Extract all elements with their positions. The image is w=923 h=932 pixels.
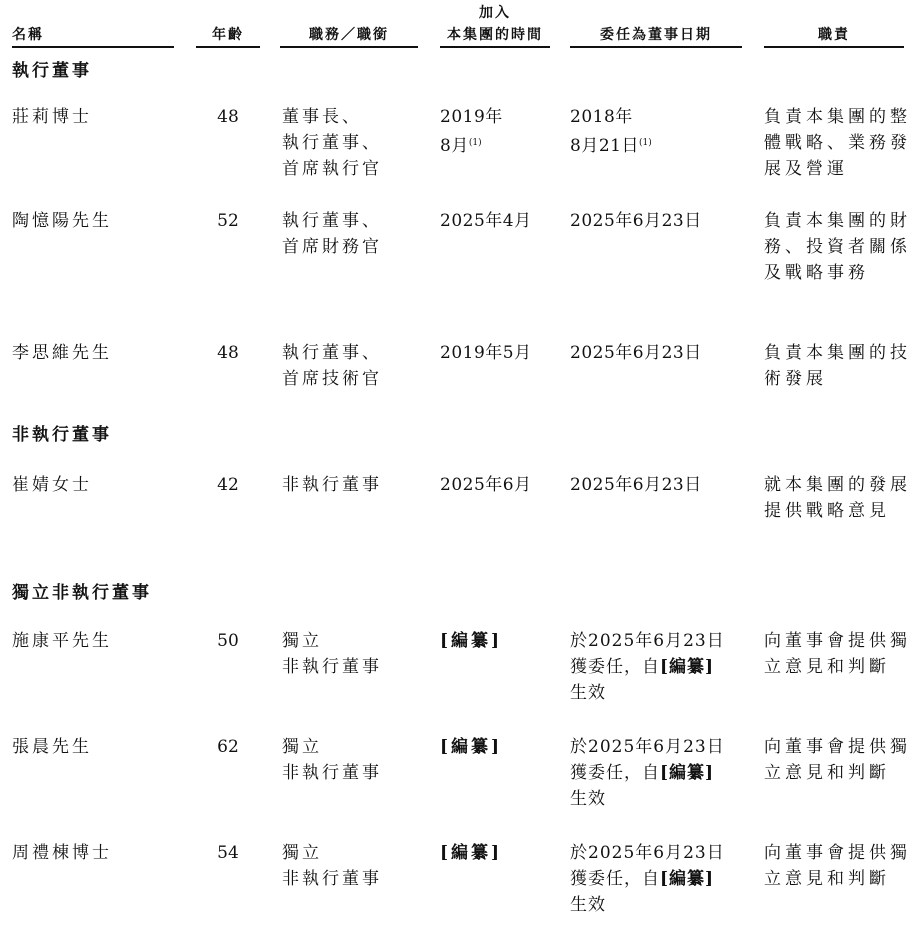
row-2-age: 52	[217, 211, 239, 231]
row-1-position: 董事長、 執行董事、 首席執行官	[282, 107, 382, 179]
row-5-appointed-redacted: [編纂]	[660, 657, 715, 677]
section-non-executive: 非執行董事	[12, 425, 112, 445]
section-executive: 執行董事	[12, 61, 92, 81]
row-3-joined: 2019年5月	[440, 343, 532, 363]
row-6-joined: [編纂]	[440, 737, 503, 757]
row-5-appointed	[570, 628, 725, 706]
row-1-appointed-footnote: (1)	[638, 138, 652, 148]
header-age: 年齡	[212, 27, 244, 43]
row-5-appointed-date: 於2025年6月23日	[570, 631, 725, 651]
row-5-appointed-text: 獲委任，自	[570, 657, 660, 677]
row-4-position: 非執行董事	[282, 475, 382, 495]
row-6-appointed-redacted: [編纂]	[660, 763, 715, 783]
row-1-duties: 負責本集團的整體戰略、業務發展及營運	[764, 107, 911, 179]
row-7-name: 周禮棟博士	[12, 843, 112, 863]
row-1-appointed-date: 8月21日	[570, 136, 639, 156]
row-6-position: 獨立 非執行董事	[282, 737, 382, 783]
row-6-appointed	[570, 734, 725, 812]
row-6-appointed-date: 於2025年6月23日	[570, 737, 725, 757]
row-4-joined: 2025年6月	[440, 475, 532, 495]
section-independent: 獨立非執行董事	[12, 583, 152, 603]
row-1-joined-year: 2019年	[440, 107, 503, 127]
header-rule-appointed	[570, 46, 742, 48]
header-rule-position	[280, 46, 418, 48]
row-7-appointed-redacted: [編纂]	[660, 869, 715, 889]
row-7-joined: [編纂]	[440, 843, 503, 863]
row-6-appointed-effective: 生效	[570, 789, 606, 809]
row-1-appointed-year: 2018年	[570, 107, 633, 127]
row-2-position: 執行董事、 首席財務官	[282, 211, 382, 257]
row-1-joined-month: 8月	[440, 136, 469, 156]
row-3-age: 48	[217, 343, 239, 363]
row-3-duties: 負責本集團的技術發展	[764, 343, 911, 389]
row-6-name: 張晨先生	[12, 737, 92, 757]
row-1-joined	[440, 104, 503, 159]
row-7-duties: 向董事會提供獨立意見和判斷	[764, 843, 911, 889]
row-2-duties: 負責本集團的財務、投資者關係及戰略事務	[764, 211, 911, 283]
row-2-name: 陶憶陽先生	[12, 211, 112, 231]
row-2-appointed: 2025年6月23日	[570, 211, 702, 231]
row-5-joined: [編纂]	[440, 631, 503, 651]
row-1-joined-footnote: (1)	[468, 138, 482, 148]
header-rule-name	[12, 46, 174, 48]
row-7-age: 54	[217, 843, 239, 863]
row-1-age: 48	[217, 107, 239, 127]
header-rule-duties	[764, 46, 904, 48]
header-duties: 職責	[818, 27, 850, 43]
row-6-age: 62	[217, 737, 239, 757]
row-7-appointed-date: 於2025年6月23日	[570, 843, 725, 863]
row-7-appointed-effective: 生效	[570, 895, 606, 915]
row-7-appointed-text: 獲委任，自	[570, 869, 660, 889]
row-4-duties: 就本集團的發展提供戰略意見	[764, 475, 911, 521]
row-3-appointed: 2025年6月23日	[570, 343, 702, 363]
row-6-duties: 向董事會提供獨立意見和判斷	[764, 737, 911, 783]
row-4-appointed: 2025年6月23日	[570, 475, 702, 495]
row-1-appointed	[570, 104, 652, 159]
row-7-position: 獨立 非執行董事	[282, 843, 382, 889]
row-5-duties: 向董事會提供獨立意見和判斷	[764, 631, 911, 677]
row-3-name: 李思維先生	[12, 343, 112, 363]
row-5-position: 獨立 非執行董事	[282, 631, 382, 677]
row-5-age: 50	[217, 631, 239, 651]
row-7-appointed	[570, 840, 725, 918]
header-appointed: 委任為董事日期	[600, 27, 712, 43]
row-6-appointed-text: 獲委任，自	[570, 763, 660, 783]
row-2-joined: 2025年4月	[440, 211, 532, 231]
header-position: 職務／職銜	[309, 27, 389, 43]
header-joined-line2: 本集團的時間	[447, 27, 543, 43]
row-3-position: 執行董事、 首席技術官	[282, 343, 382, 389]
header-name: 名稱	[12, 27, 44, 43]
header-joined-line1: 加入	[479, 5, 511, 21]
header-rule-age	[196, 46, 260, 48]
row-5-name: 施康平先生	[12, 631, 112, 651]
row-4-age: 42	[217, 475, 239, 495]
row-4-name: 崔婧女士	[12, 475, 92, 495]
row-5-appointed-effective: 生效	[570, 683, 606, 703]
header-rule-joined	[440, 46, 550, 48]
row-1-name: 莊莉博士	[12, 107, 92, 127]
